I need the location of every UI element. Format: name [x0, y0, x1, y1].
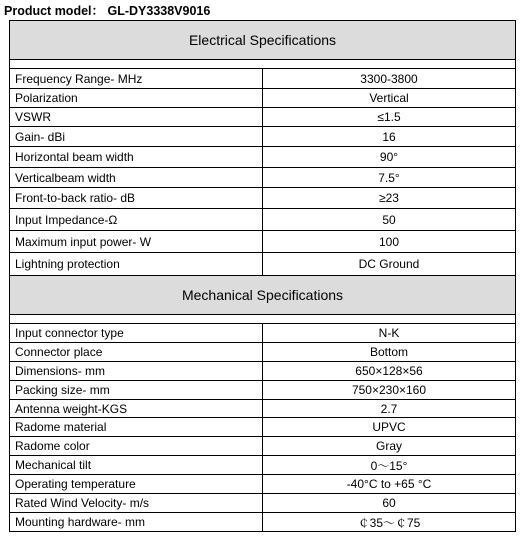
spec-label: Mechanical tilt — [10, 456, 263, 475]
spec-row — [10, 400, 516, 418]
spec-value: 2.7 — [263, 400, 516, 418]
spec-label: VSWR — [10, 108, 263, 127]
spec-label: Radome material — [10, 418, 263, 437]
spec-row — [10, 362, 516, 381]
electrical-rows — [10, 69, 516, 276]
spec-row — [10, 437, 516, 456]
spec-label: Input connector type — [10, 324, 263, 343]
spec-label: Gain- dBi — [10, 127, 263, 147]
spec-row — [10, 343, 516, 362]
spec-label: Radome color — [10, 437, 263, 456]
spec-value: DC Ground — [263, 253, 516, 276]
spec-label: Frequency Range- MHz — [10, 69, 263, 89]
section-gap — [10, 315, 516, 324]
spec-label: Input Impedance-Ω — [10, 209, 263, 231]
spec-label: Verticalbeam width — [10, 168, 263, 188]
spec-value: ≤1.5 — [263, 108, 516, 127]
spec-row — [10, 209, 516, 231]
spec-label: Packing size- mm — [10, 381, 263, 400]
spec-value: UPVC — [263, 418, 516, 437]
spec-value: N-K — [263, 324, 516, 343]
spec-row — [10, 69, 516, 89]
spec-value: -40°C to +65 °C — [263, 475, 516, 494]
spec-row — [10, 147, 516, 168]
spec-value: 16 — [263, 127, 516, 147]
electrical-section-title: Electrical Specifications — [10, 21, 516, 60]
spec-table — [9, 20, 516, 532]
mechanical-section-header — [10, 276, 516, 315]
mechanical-section-title: Mechanical Specifications — [10, 276, 516, 315]
spec-label: Connector place — [10, 343, 263, 362]
spec-row — [10, 127, 516, 147]
electrical-section-header — [10, 21, 516, 60]
spec-value: Gray — [263, 437, 516, 456]
spec-row — [10, 168, 516, 188]
spec-label: Antenna weight-KGS — [10, 400, 263, 418]
spec-row — [10, 231, 516, 253]
spec-label: Mounting hardware- mm — [10, 513, 263, 532]
spec-value: Vertical — [263, 89, 516, 108]
spec-row — [10, 188, 516, 209]
spec-label: Operating temperature — [10, 475, 263, 494]
spec-value: Bottom — [263, 343, 516, 362]
spec-value: 650×128×56 — [263, 362, 516, 381]
spec-value: 0～15° — [263, 456, 516, 475]
spec-row — [10, 89, 516, 108]
spec-value: ￠35～￠75 — [263, 513, 516, 532]
spec-row — [10, 324, 516, 343]
spec-label: Polarization — [10, 89, 263, 108]
spec-row — [10, 456, 516, 475]
spec-value: ≥23 — [263, 188, 516, 209]
spec-value: 750×230×160 — [263, 381, 516, 400]
spec-label: Front-to-back ratio- dB — [10, 188, 263, 209]
spec-row — [10, 475, 516, 494]
section-gap — [10, 60, 516, 69]
spec-row — [10, 108, 516, 127]
spec-label: Dimensions- mm — [10, 362, 263, 381]
spec-value: 100 — [263, 231, 516, 253]
spec-label: Maximum input power- W — [10, 231, 263, 253]
product-model-title: Product model： GL-DY3338V9016 — [4, 4, 211, 18]
spec-value: 90° — [263, 147, 516, 168]
spec-label: Rated Wind Velocity- m/s — [10, 494, 263, 513]
spec-value: 7.5° — [263, 168, 516, 188]
spec-label: Lightning protection — [10, 253, 263, 276]
spec-row — [10, 381, 516, 400]
spec-label: Horizontal beam width — [10, 147, 263, 168]
spec-row — [10, 494, 516, 513]
mechanical-rows — [10, 324, 516, 532]
spec-row — [10, 253, 516, 276]
spec-row — [10, 513, 516, 532]
spec-value: 50 — [263, 209, 516, 231]
spec-value: 3300-3800 — [263, 69, 516, 89]
spec-value: 60 — [263, 494, 516, 513]
spec-row — [10, 418, 516, 437]
